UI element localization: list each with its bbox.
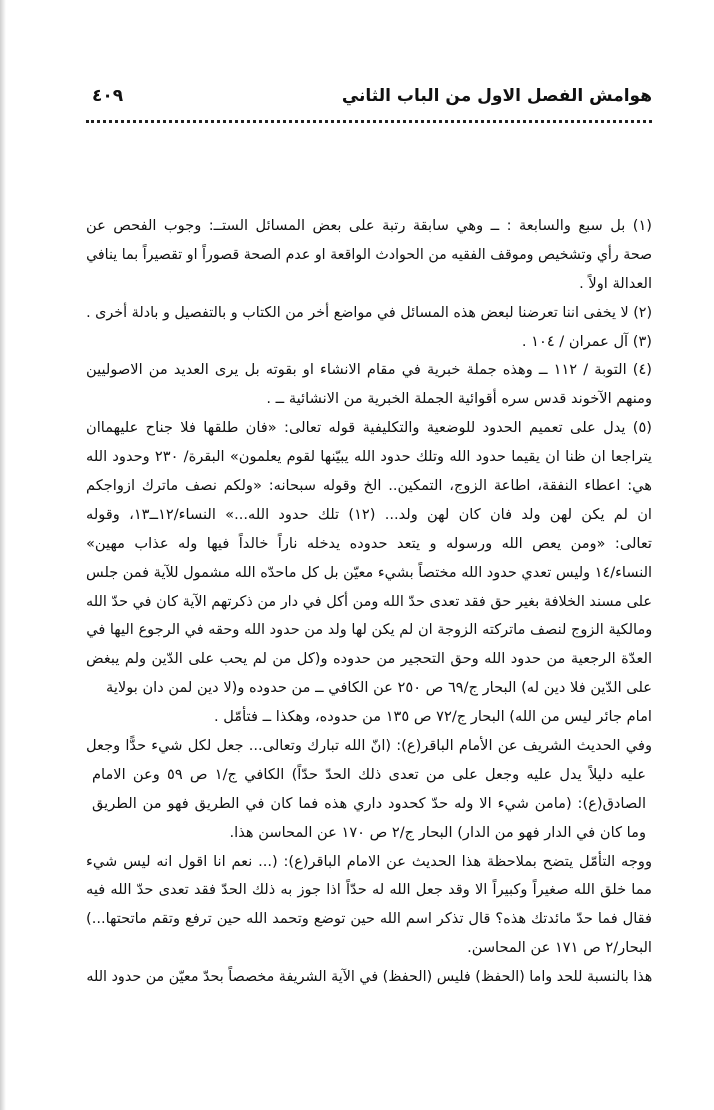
text-line bbox=[86, 703, 652, 732]
text-line-content: عليه دليلاً يدل عليه وجعل على من تعدى ذلك الحدّ حدّاً) الكافي ج/١ ص ٥٩ وعن الامام bbox=[92, 765, 646, 783]
text-line bbox=[86, 270, 652, 299]
text-line bbox=[86, 414, 652, 443]
text-line-content: على الدّين فلا دين له) البحار ج/٦٩ ص ٢٥٠ عن الكافي ــ من حدوده و(لا دين لمن دان بولاية bbox=[106, 679, 652, 697]
text-line bbox=[86, 876, 652, 905]
text-line-content: وما كان في الدار فهو من الدار) البحار ج/٢ ص ١٧٠ عن المحاسن هذا. bbox=[229, 823, 646, 841]
text-line-content: النساء/١٤ وليس تعدي حدود الله مختصاً بشيء معيّن بل كل ماحدّه الله مشمول للآية فمن جلس bbox=[85, 563, 652, 581]
text-line-content: هي: اعطاء النفقة، اطاعة الزوج، التمكين.. الخ وقوله سبحانه: «ولكم نصف ماترك ازواجكم bbox=[86, 477, 652, 495]
text-line-content: (٤) التوبة / ١١٢ ــ وهذه جملة خبرية في مقام الانشاء او بقوته بل يرى العديد من الاصوليين bbox=[86, 361, 652, 379]
text-line bbox=[86, 645, 652, 674]
text-line-content: ومالكية الزوج لنصف ماتركته الزوجة ان لم يكن لها ولد من حدود الله وحقه في الرجوع اليها في bbox=[85, 621, 652, 639]
scan-edge bbox=[0, 0, 6, 1110]
text-line bbox=[86, 790, 652, 819]
text-line bbox=[86, 501, 652, 530]
text-line-content: العدالة اولاً . bbox=[579, 274, 652, 292]
text-line bbox=[86, 530, 652, 559]
header-dotted-divider bbox=[86, 120, 652, 123]
text-line-content: البحار/٢ ص ١٧١ عن المحاسن. bbox=[467, 939, 652, 957]
text-line bbox=[86, 905, 652, 934]
text-line bbox=[86, 934, 652, 963]
text-line-content: ووجه التأمّل يتضح بملاحظة هذا الحديث عن الامام الباقر(ع): (... نعم انا اقول انه ليس شيء bbox=[86, 852, 652, 870]
text-line bbox=[86, 472, 652, 501]
text-line bbox=[86, 819, 652, 848]
text-line-content: (١) بل سبع والسابعة : ــ وهي سابقة رتبة على بعض المسائل الستــ: وجوب الفحص عن bbox=[86, 217, 652, 234]
text-line-content: يتراجعا ان ظنا ان يقيما حدود الله وتلك حدود الله يبيّنها لقوم يعلمون» البقرة/ ٢٣٠ وحدود الله bbox=[86, 448, 652, 466]
text-line bbox=[86, 616, 652, 645]
page-number: ٤٠٩ bbox=[92, 86, 124, 106]
footnotes-body bbox=[86, 212, 652, 992]
text-line bbox=[86, 212, 652, 241]
text-line bbox=[86, 848, 652, 877]
text-line bbox=[86, 356, 652, 385]
text-line bbox=[86, 674, 652, 703]
text-line bbox=[86, 761, 652, 790]
text-line-content: الصادق(ع): (مامن شيء الا وله حدّ كحدود داري هذه فما كان في الطريق فهو من الطريق bbox=[92, 794, 646, 812]
text-line-content: تعالى: «ومن يعص الله ورسوله و يتعد حدوده يدخله ناراً خالداً فيها وله عذاب مهين» bbox=[86, 534, 652, 552]
text-line-content: (٣) آل عمران / ١٠٤ . bbox=[521, 332, 652, 350]
text-line bbox=[86, 385, 652, 414]
text-line-content: امام جائر ليس من الله) البحار ج/٧٢ ص ١٣٥ من حدوده، وهكذا ــ فتأمّل . bbox=[213, 708, 652, 726]
text-line-content: العدّة الرجعية من حدود الله وحق التحجير من حدوده و(كل من لم يحب على الدّين ولم يبغض bbox=[86, 650, 652, 668]
text-line bbox=[86, 241, 652, 270]
text-line-content: ومنهم الآخوند قدس سره أقوائية الجملة الخبرية من الانشائية ــ . bbox=[266, 390, 652, 408]
text-line bbox=[86, 443, 652, 472]
text-line bbox=[86, 732, 652, 761]
running-header-title: هوامش الفصل الاول من الباب الثاني bbox=[341, 86, 652, 106]
text-line-content: وفي الحديث الشريف عن الأمام الباقر(ع): (انّ الله تبارك وتعالى... جعل لكل شيء حدًّا وجعل bbox=[86, 737, 652, 755]
text-line bbox=[86, 588, 652, 617]
text-line-content: فقال فما حدّ مائدتك هذه؟ قال تذكر اسم الله حين توضع وتحمد الله حين ترفع وتقم ماتحتها...) bbox=[86, 910, 652, 928]
text-line-content: ان لم يكن لهن ولد فان كان لهن ولد... (١٢) تلك حدود الله...» النساء/١٢ــ١٣، وقوله bbox=[86, 505, 652, 523]
text-line bbox=[86, 559, 652, 588]
text-line-content: مما خلق الله صغيراً وكبيراً الا وقد جعل الله له حدّاً اذا جوز به ذلك الحدّ فقد تعدى حدّ الله فيه bbox=[86, 881, 652, 899]
text-line bbox=[86, 299, 652, 328]
text-line bbox=[86, 328, 652, 357]
text-line-content: على مسند الخلافة بغير حق فقد تعدى حدّ الله ومن أكل في دار من ذكرتهم الآية كان في حدّ الله bbox=[85, 592, 652, 610]
text-line-content: صحة رأي وتشخيص وموقف الفقيه من الحوادث الواقعة او عدم الصحة قصوراً او تقصيراً بما ينافي bbox=[86, 245, 652, 263]
text-line-content: (٢) لا يخفى اننا تعرضنا لبعض هذه المسائل في مواضع أخر من الكتاب و بالتفصيل و بادلة أخرى . bbox=[86, 303, 652, 321]
text-line bbox=[86, 963, 652, 992]
text-line-content: هذا بالنسبة للحد واما (الحفظ) فليس (الحفظ) في الآية الشريفة مخصصاً بحدّ معيّن من حدود الله bbox=[86, 968, 652, 986]
text-line-content: (٥) يدل على تعميم الحدود للوضعية والتكليفية قوله تعالى: «فان طلقها فلا جناح عليهماان bbox=[86, 419, 652, 437]
